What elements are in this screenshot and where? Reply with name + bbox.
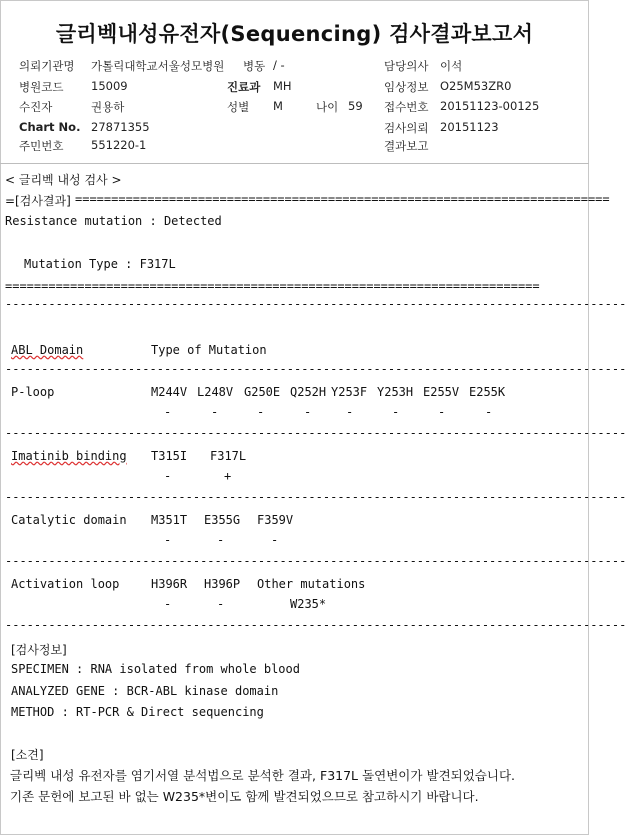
clinical-info-value: O25M53ZR0 (440, 79, 512, 93)
mutation-label: E255K (469, 385, 506, 399)
mutation-label: F317L (210, 449, 247, 463)
mutation-result: - (271, 533, 279, 547)
dept-label: 진료과 (227, 80, 261, 94)
mutation-result: - (217, 597, 225, 611)
report-date-label: 결과보고 (384, 139, 429, 153)
dash-rule: -------------------------------------------------------------------------------------- (5, 618, 626, 632)
mutation-label: T315I (151, 449, 188, 463)
mutation-label: M351T (151, 513, 188, 527)
table-header-type: Type of Mutation (151, 343, 267, 357)
hospital-code-value: 15009 (91, 79, 128, 93)
mutation-result-positive: + (224, 469, 232, 483)
request-date-value: 20151123 (440, 120, 499, 134)
opinion-text: 글리벡 내성 유전자를 염기서열 분석법으로 분석한 결과, F317L 돌연변이가 발견되었습니다. 기존 문헌에 보고된 바 없는 W235*변이도 함께 발견되었으므로 참고하시기 바랍니다. (10, 768, 515, 804)
institution-label: 의뢰기관명 (19, 59, 75, 73)
hospital-code-label: 병원코드 (19, 80, 64, 94)
activation-domain: Activation loop (11, 577, 120, 591)
mutation-result: - (211, 405, 219, 419)
receipt-number-value: 20151123-00125 (440, 99, 540, 113)
dash-rule: -------------------------------------------------------------------------------------- (5, 426, 626, 440)
mutation-label: E355G (204, 513, 241, 527)
double-rule: ========================================================================== (75, 192, 610, 206)
ploop-domain: P-loop (11, 385, 55, 399)
chart-number-label: Chart No. (19, 120, 81, 134)
doctor-value: 이석 (440, 59, 463, 73)
patient-value: 권용하 (91, 100, 125, 114)
section-heading: < 글리벡 내성 검사 > (5, 173, 122, 187)
info-heading: [검사정보] (11, 643, 67, 657)
double-rule: ========================================================================== (5, 279, 540, 293)
mutation-label: F359V (257, 513, 294, 527)
report-title: 글리벡내성유전자(Sequencing) 검사결과보고서 (55, 22, 534, 46)
analyzed-gene-line: ANALYZED GENE : BCR-ABL kinase domain (11, 684, 279, 698)
mutation-label: Y253H (377, 385, 414, 399)
mutation-label: E255V (423, 385, 460, 399)
imatinib-domain: Imatinib binding (11, 449, 127, 463)
patient-label: 수진자 (19, 100, 53, 114)
catalytic-domain: Catalytic domain (11, 513, 127, 527)
ward-label: 병동 (243, 59, 266, 73)
chart-number-value: 27871355 (91, 120, 150, 134)
mutation-result: - (164, 533, 172, 547)
mutation-result-novel: W235* (290, 597, 327, 611)
dash-rule: -------------------------------------------------------------------------------------- (5, 554, 626, 568)
sex-label: 성별 (227, 100, 250, 114)
mutation-result: - (257, 405, 265, 419)
table-header-domain: ABL Domain (11, 343, 84, 357)
method-line: METHOD : RT-PCR & Direct sequencing (11, 705, 264, 719)
mutation-label: H396P (204, 577, 241, 591)
age-value: 59 (348, 99, 363, 113)
age-label: 나이 (316, 100, 339, 114)
receipt-number-label: 접수번호 (384, 100, 429, 114)
mutation-result: - (164, 469, 172, 483)
opinion-heading: [소견] (11, 748, 44, 762)
mutation-result: - (217, 533, 225, 547)
mutation-result: - (392, 405, 400, 419)
mutation-result: - (164, 597, 172, 611)
request-date-label: 검사의뢰 (384, 121, 429, 135)
specimen-line: SPECIMEN : RNA isolated from whole blood (11, 662, 300, 676)
header-separator (0, 163, 589, 164)
dash-rule: -------------------------------------------------------------------------------------- (5, 297, 626, 311)
mutation-label: L248V (197, 385, 234, 399)
mutation-label: G250E (244, 385, 281, 399)
mutation-label: Y253F (331, 385, 368, 399)
clinical-info-label: 임상정보 (384, 80, 429, 94)
sex-value: M (273, 99, 283, 113)
institution-value: 가톨릭대학교서울성모병원 (91, 59, 225, 73)
mutation-label: M244V (151, 385, 188, 399)
dash-rule: -------------------------------------------------------------------------------------- (5, 362, 626, 376)
mutation-type-line: Mutation Type : F317L (24, 257, 176, 271)
doctor-label: 담당의사 (384, 59, 429, 73)
mutation-result: - (164, 405, 172, 419)
mutation-result: - (485, 405, 493, 419)
mutation-label: Q252H (290, 385, 327, 399)
dash-rule: -------------------------------------------------------------------------------------- (5, 490, 626, 504)
mutation-result: - (304, 405, 312, 419)
rrn-value: 551220-1 (91, 138, 147, 152)
rrn-label: 주민번호 (19, 139, 64, 153)
mutation-label: H396R (151, 577, 188, 591)
dept-value: MH (273, 79, 292, 93)
resistance-line: Resistance mutation : Detected (5, 214, 222, 228)
ward-value: / - (273, 58, 285, 72)
mutation-result: - (346, 405, 354, 419)
mutation-result: - (438, 405, 446, 419)
mutation-label: Other mutations (257, 577, 366, 591)
result-heading: =[검사결과] (5, 194, 71, 208)
